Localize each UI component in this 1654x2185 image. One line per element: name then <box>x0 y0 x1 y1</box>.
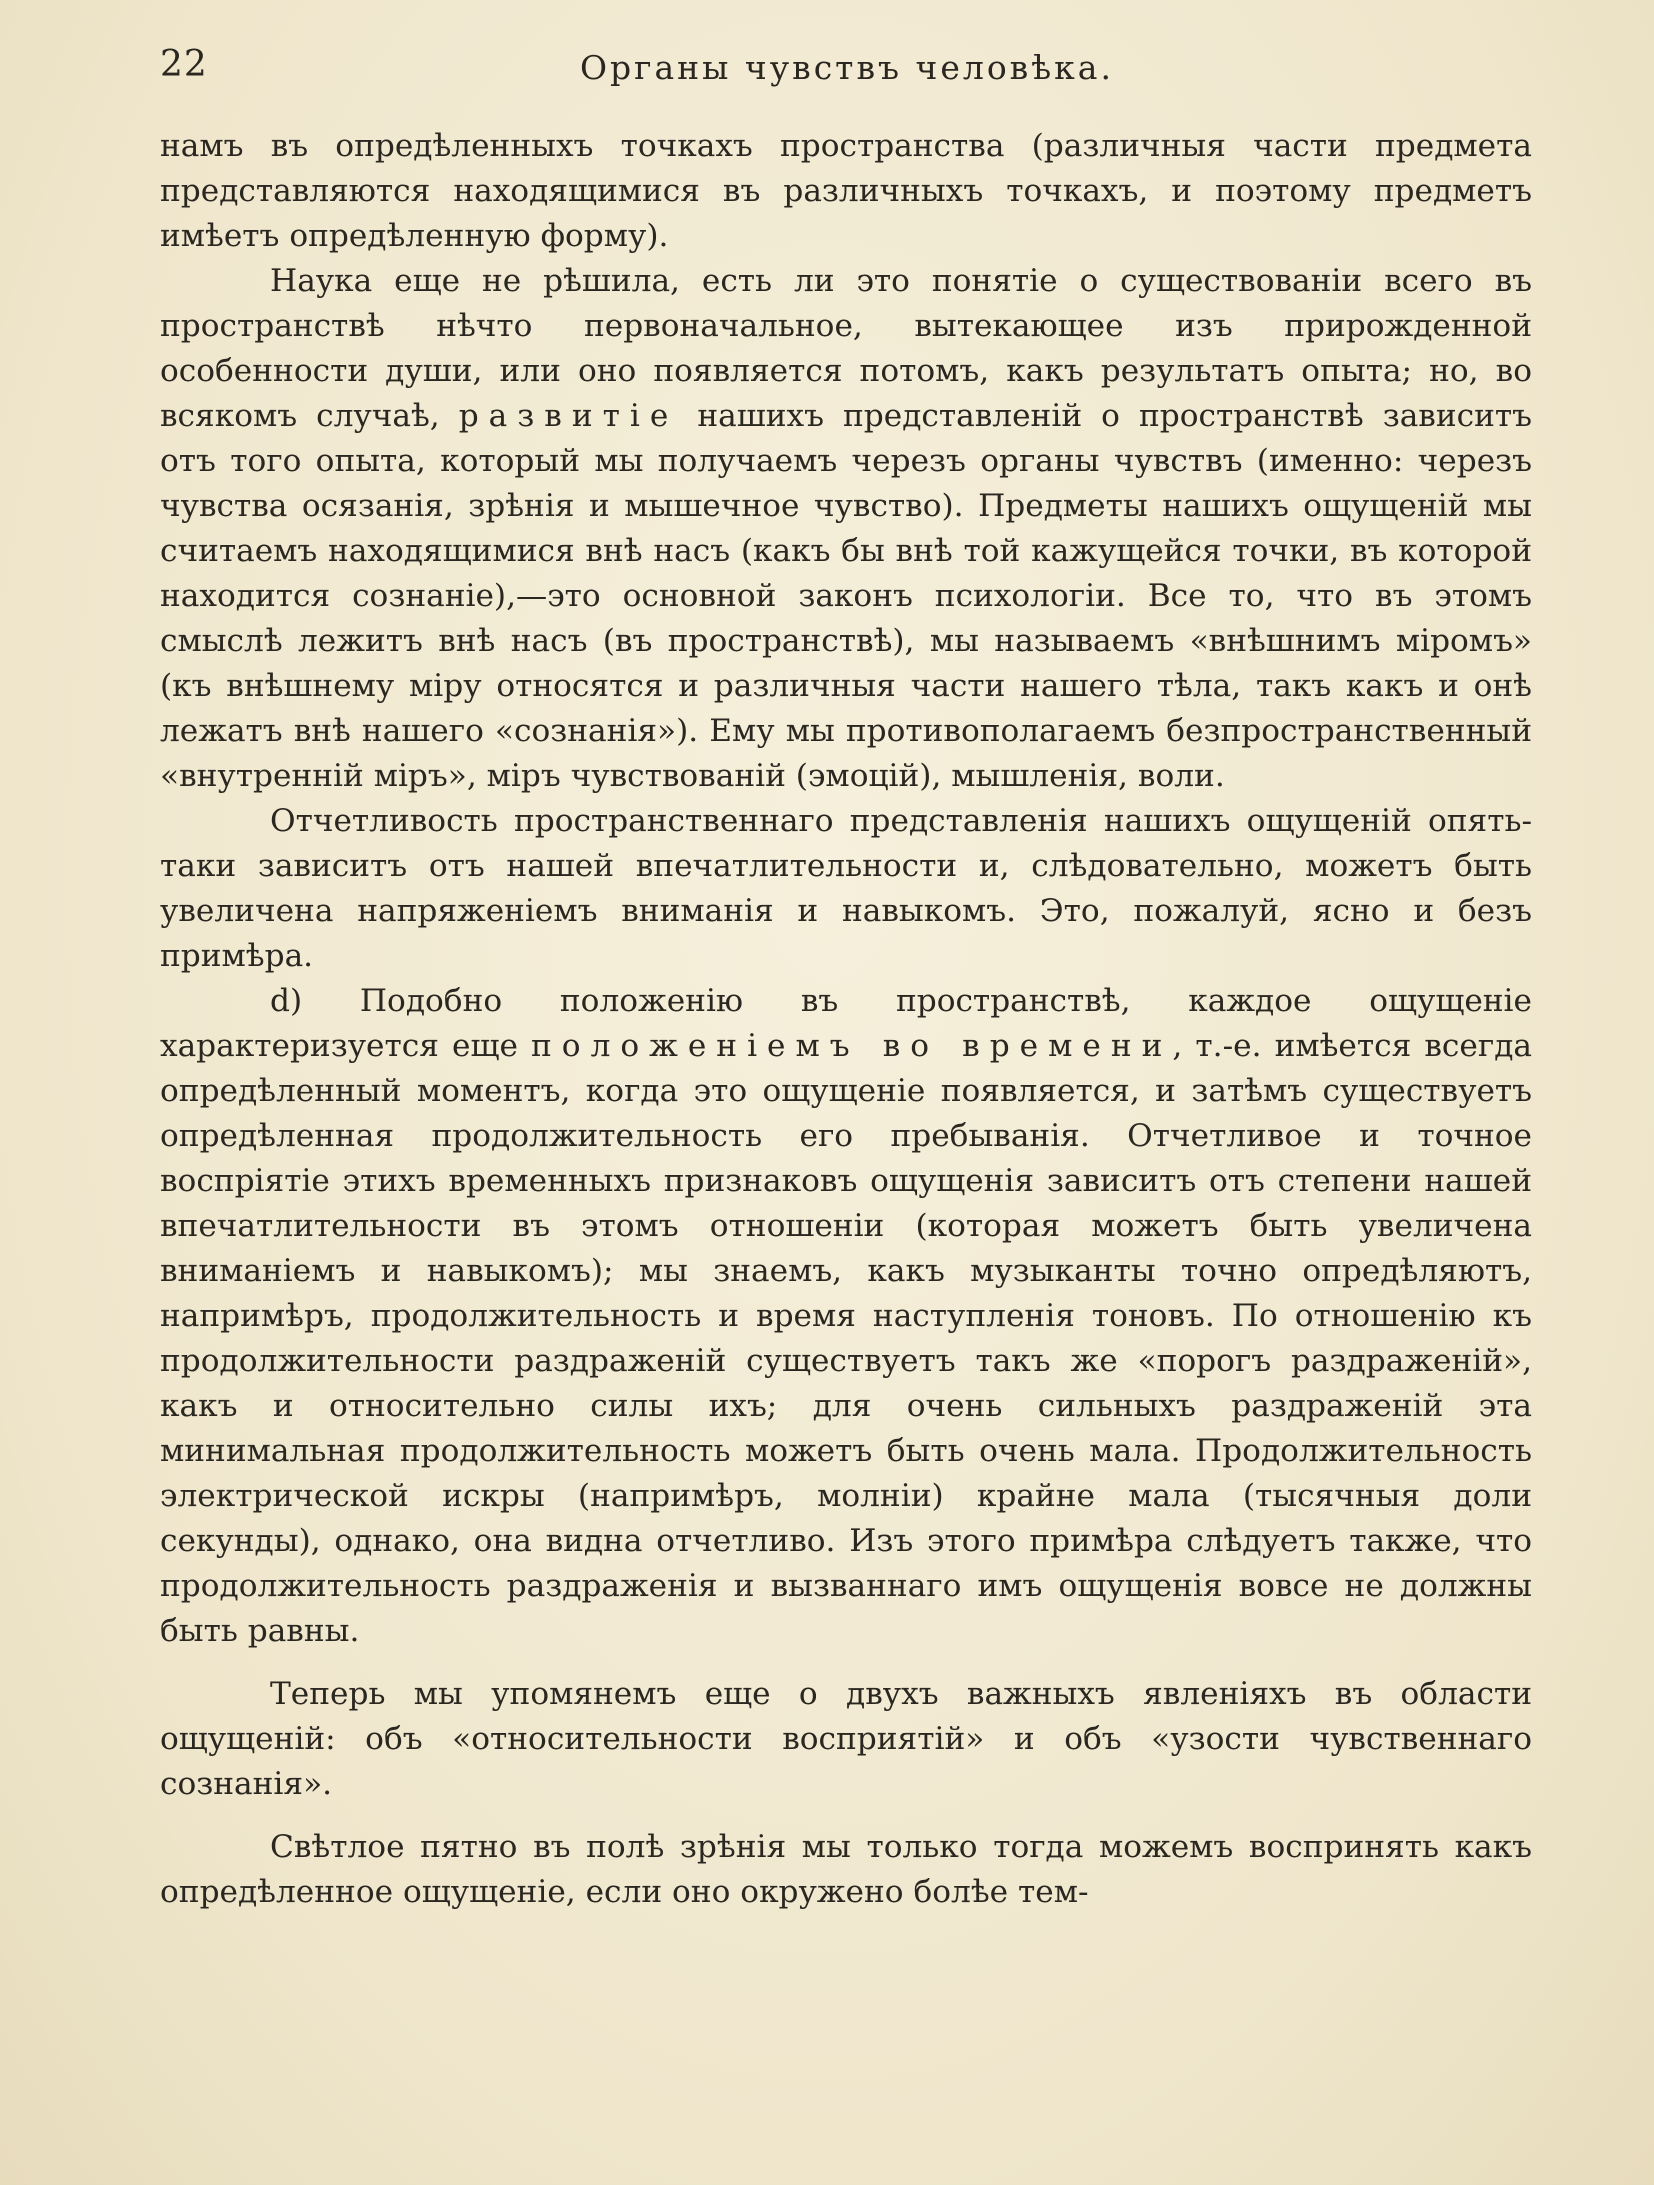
paragraph <box>160 1672 1532 1807</box>
paragraph <box>160 979 1532 1654</box>
paragraph-text: намъ въ опредѣленныхъ точкахъ пространства (различныя части предмета представляются находящимися въ различныхъ точкахъ, и поэтому предметъ имѣетъ опредѣленную форму). <box>160 128 1532 254</box>
paragraph <box>160 259 1532 799</box>
paragraph-text: нашихъ представленій о пространствѣ зависитъ отъ того опыта, который мы получаемъ черезъ органы чувствъ (именно: черезъ чувства осязанія, зрѣнія и мышечное чувство). Предметы нашихъ ощущеній мы считаемъ находящимися внѣ насъ (какъ бы внѣ той кажущейся точки, въ которой находится сознаніе),—это основной законъ психологіи. Все то, что въ этомъ смыслѣ лежитъ внѣ насъ (въ пространствѣ), мы называемъ «внѣшнимъ міромъ» (къ внѣшнему міру относятся и различныя части нашего тѣла, такъ какъ и онѣ лежатъ внѣ нашего «сознанія»). Ему мы противополагаемъ безпространственный «внутренній міръ», міръ чувствованій (эмоцій), мышленія, воли. <box>160 398 1532 794</box>
running-title: Органы чувствъ человѣка. <box>580 48 1114 87</box>
paragraph <box>160 124 1532 259</box>
emphasized-phrase: положеніемъ во времени <box>531 1028 1173 1064</box>
paragraph-text: Свѣтлое пятно въ полѣ зрѣнія мы только тогда можемъ воспринять какъ опредѣленное ощущеніе, если оно окружено болѣе тем- <box>160 1829 1532 1910</box>
page-number: 22 <box>160 44 208 85</box>
body-text <box>160 124 1532 1915</box>
paragraph-text: Теперь мы упомянемъ еще о двухъ важныхъ явленіяхъ въ области ощущеній: объ «относительности восприятій» и объ «узости чувственнаго сознанія». <box>160 1676 1532 1802</box>
paragraph <box>160 1825 1532 1915</box>
paragraph-text: d) Подобно положенію въ пространствѣ, каждое ощущеніе характеризуется еще <box>160 983 1532 1064</box>
paragraph-text: Наука еще не рѣшила, есть ли это понятіе о существованіи всего въ пространствѣ нѣчто первоначальное, вытекающее изъ прирожденной особенности души, или оно появляется потомъ, какъ результатъ опыта; но, во всякомъ случаѣ, <box>160 263 1532 434</box>
paragraph-text: , т.-е. имѣется всегда опредѣленный моментъ, когда это ощущеніе появляется, и затѣмъ существуетъ опредѣленная продолжительность его пребыванія. Отчетливое и точное воспріятіе этихъ временныхъ признаковъ ощущенія зависитъ отъ степени нашей впечатлительности въ этомъ отношеніи (которая можетъ быть увеличена вниманіемъ и навыкомъ); мы знаемъ, какъ музыканты точно опредѣляютъ, напримѣръ, продолжительность и время наступленія тоновъ. По отношенію къ продолжительности раздраженій существуетъ такъ же «порогъ раздраженій», какъ и относительно силы ихъ; для очень сильныхъ раздраженій эта минимальная продолжительность можетъ быть очень мала. Продолжительность электрической искры (напримѣръ, молніи) крайне мала (тысячныя доли секунды), однако, она видна отчетливо. Изъ этого примѣра слѣдуетъ также, что продолжительность раздраженія и вызваннаго имъ ощущенія вовсе не должны быть равны. <box>160 1028 1532 1649</box>
emphasized-word: развитіе <box>458 398 679 434</box>
paragraph-text: Отчетливость пространственнаго представленія нашихъ ощущеній опять-таки зависитъ отъ нашей впечатлительности и, слѣдовательно, можетъ быть увеличена напряженіемъ вниманія и навыкомъ. Это, пожалуй, ясно и безъ примѣра. <box>160 803 1532 974</box>
paragraph <box>160 799 1532 979</box>
page-header <box>160 44 1530 94</box>
